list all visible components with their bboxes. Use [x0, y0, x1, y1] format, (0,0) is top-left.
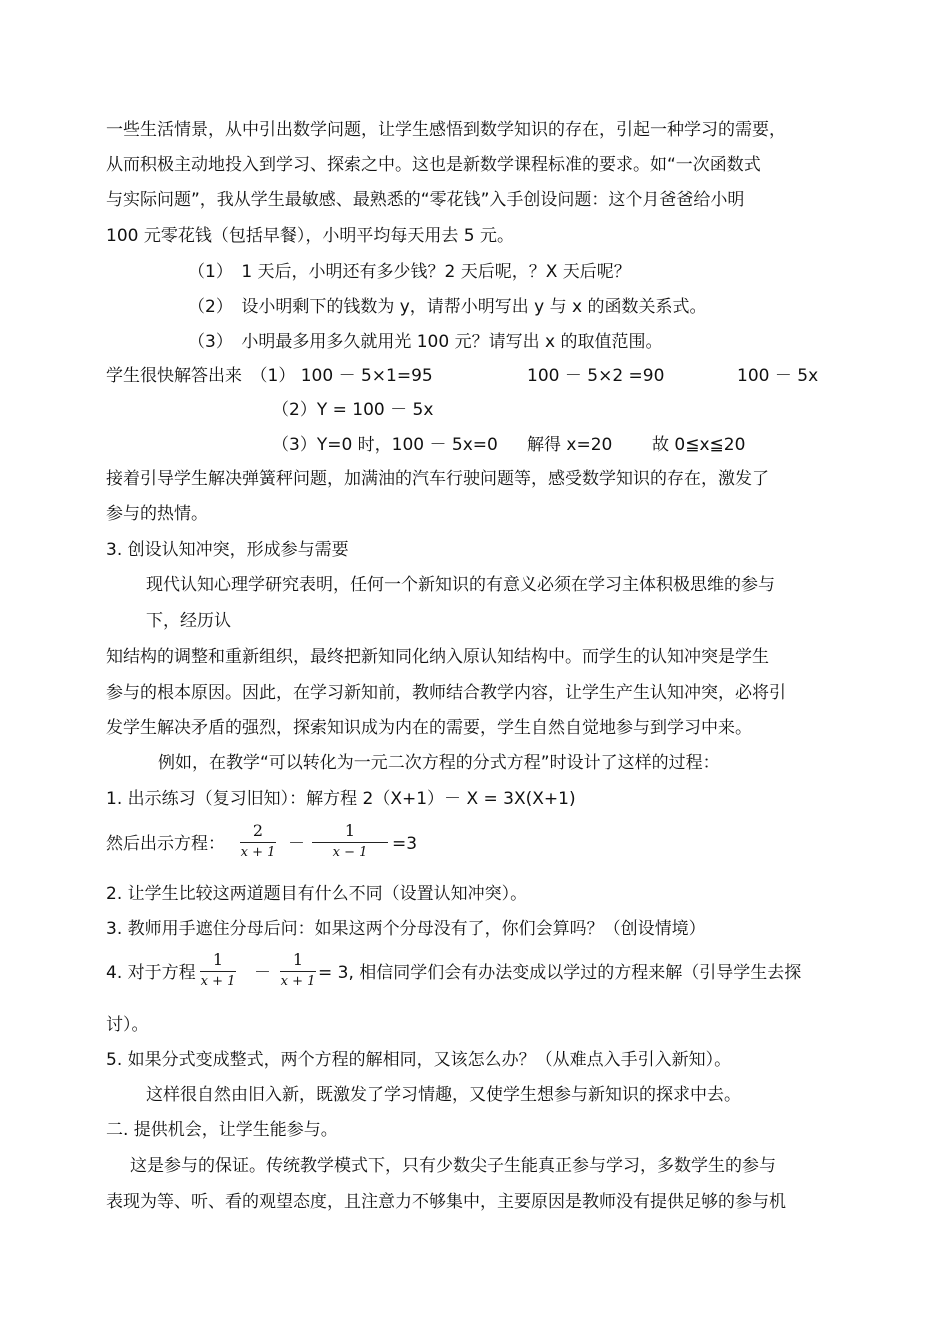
clipped-fraction [312, 821, 388, 860]
text-line: 知结构的调整和重新组织，最终把新知同化纳入原认知结构中。而学生的认知冲突是学生 [106, 647, 769, 667]
step-4-label: 4. 对于方程 [106, 963, 196, 983]
section-heading: 3. 创设认知冲突，形成参与需要 [106, 540, 349, 560]
answer-3a: （3）Y=0 时，100 － 5x=0 [272, 435, 498, 455]
question-2: （2） 设小明剩下的钱数为 y，请帮小明写出 y 与 x 的函数关系式。 [188, 297, 707, 317]
fraction-numerator: 1 [344, 821, 356, 840]
fraction-bar [200, 971, 236, 972]
answer-3b: 解得 x=20 [527, 435, 613, 455]
text-line: 这是参与的保证。传统教学模式下，只有少数尖子生能真正参与学习，多数学生的参与 [130, 1156, 776, 1176]
step-2: 2. 让学生比较这两道题目有什么不同（设置认知冲突）。 [106, 884, 528, 904]
section-heading: 二. 提供机会，让学生能参与。 [106, 1120, 338, 1140]
equation-result: =3 [392, 834, 418, 854]
question-1: （1） 1 天后，小明还有多少钱？2 天后呢，？X 天后呢？ [188, 262, 631, 282]
fraction-denominator: x + 1 [200, 974, 236, 989]
text-line: 参与的热情。 [106, 504, 208, 524]
text-line: 这样很自然由旧入新，既激发了学习情趣，又使学生想参与新知识的探求中去。 [146, 1085, 741, 1105]
text-line: 发学生解决矛盾的强烈，探索知识成为内在的需要，学生自然自觉地参与到学习中来。 [106, 718, 752, 738]
fraction-numerator: 2 [252, 821, 264, 840]
fraction-bar [240, 842, 276, 843]
step-4-text: = 3, 相信同学们会有办法变成以学过的方程来解（引导学生去探 [318, 963, 802, 983]
answer-3c: 故 0≦x≦20 [652, 435, 746, 455]
answer-1a: 学生很快解答出来 （1） 100 － 5×1=95 [106, 366, 433, 386]
text-line: 表现为等、听、看的观望态度，且注意力不够集中，主要原因是教师没有提供足够的参与机 [106, 1192, 786, 1212]
minus-sign: － [288, 834, 305, 854]
fraction-numerator: 1 [212, 950, 224, 969]
fraction-denominator: x + 1 [280, 974, 316, 989]
text-line: 100 元零花钱（包括早餐），小明平均每天用去 5 元。 [106, 226, 514, 246]
minus-sign: － [254, 963, 271, 983]
fraction-denominator: x + 1 [240, 845, 276, 860]
text-line: 一些生活情景，从中引出数学问题，让学生感悟到数学知识的存在，引起一种学习的需要， [106, 120, 786, 140]
text-line: 接着引导学生解决弹簧秤问题，加满油的汽车行驶问题等，感受数学知识的存在，激发了 [106, 469, 769, 489]
fraction [200, 951, 236, 990]
equation-label: 然后出示方程： [106, 834, 225, 854]
text-line: 与实际问题”，我从学生最敏感、最熟悉的“零花钱”入手创设问题：这个月爸爸给小明 [106, 190, 745, 210]
answer-2: （2）Y = 100 － 5x [272, 400, 434, 420]
text-line: 下，经历认 [146, 611, 231, 631]
text-line: 讨）。 [106, 1015, 149, 1035]
answer-1b: 100 － 5×2 =90 [527, 366, 665, 386]
text-line: 从而积极主动地投入到学习、探索之中。这也是新数学课程标准的要求。如“一次函数式 [106, 155, 761, 175]
answer-1c: 100 － 5x [737, 366, 819, 386]
step-5: 5. 如果分式变成整式，两个方程的解相同，又该怎么办？（从难点入手引入新知）。 [106, 1050, 732, 1070]
fraction-bar [312, 842, 388, 843]
question-3: （3） 小明最多用多久就用光 100 元？请写出 x 的取值范围。 [188, 332, 663, 352]
fraction [240, 822, 276, 861]
fraction-denominator: x − 1 [332, 845, 368, 860]
text-line: 参与的根本原因。因此，在学习新知前，教师结合教学内容，让学生产生认知冲突，必将引 [106, 683, 786, 703]
text-line: 例如，在教学“可以转化为一元二次方程的分式方程”时设计了这样的过程： [158, 753, 720, 773]
fraction-numerator: 1 [292, 950, 304, 969]
fraction [280, 951, 316, 990]
fraction-bar [280, 971, 316, 972]
step-1: 1. 出示练习（复习旧知）：解方程 2（X+1）－ X = 3X(X+1) [106, 789, 576, 809]
text-line: 现代认知心理学研究表明，任何一个新知识的有意义必须在学习主体积极思维的参与 [146, 575, 775, 595]
step-3: 3. 教师用手遮住分母后问：如果这两个分母没有了，你们会算吗？（创设情境） [106, 919, 706, 939]
